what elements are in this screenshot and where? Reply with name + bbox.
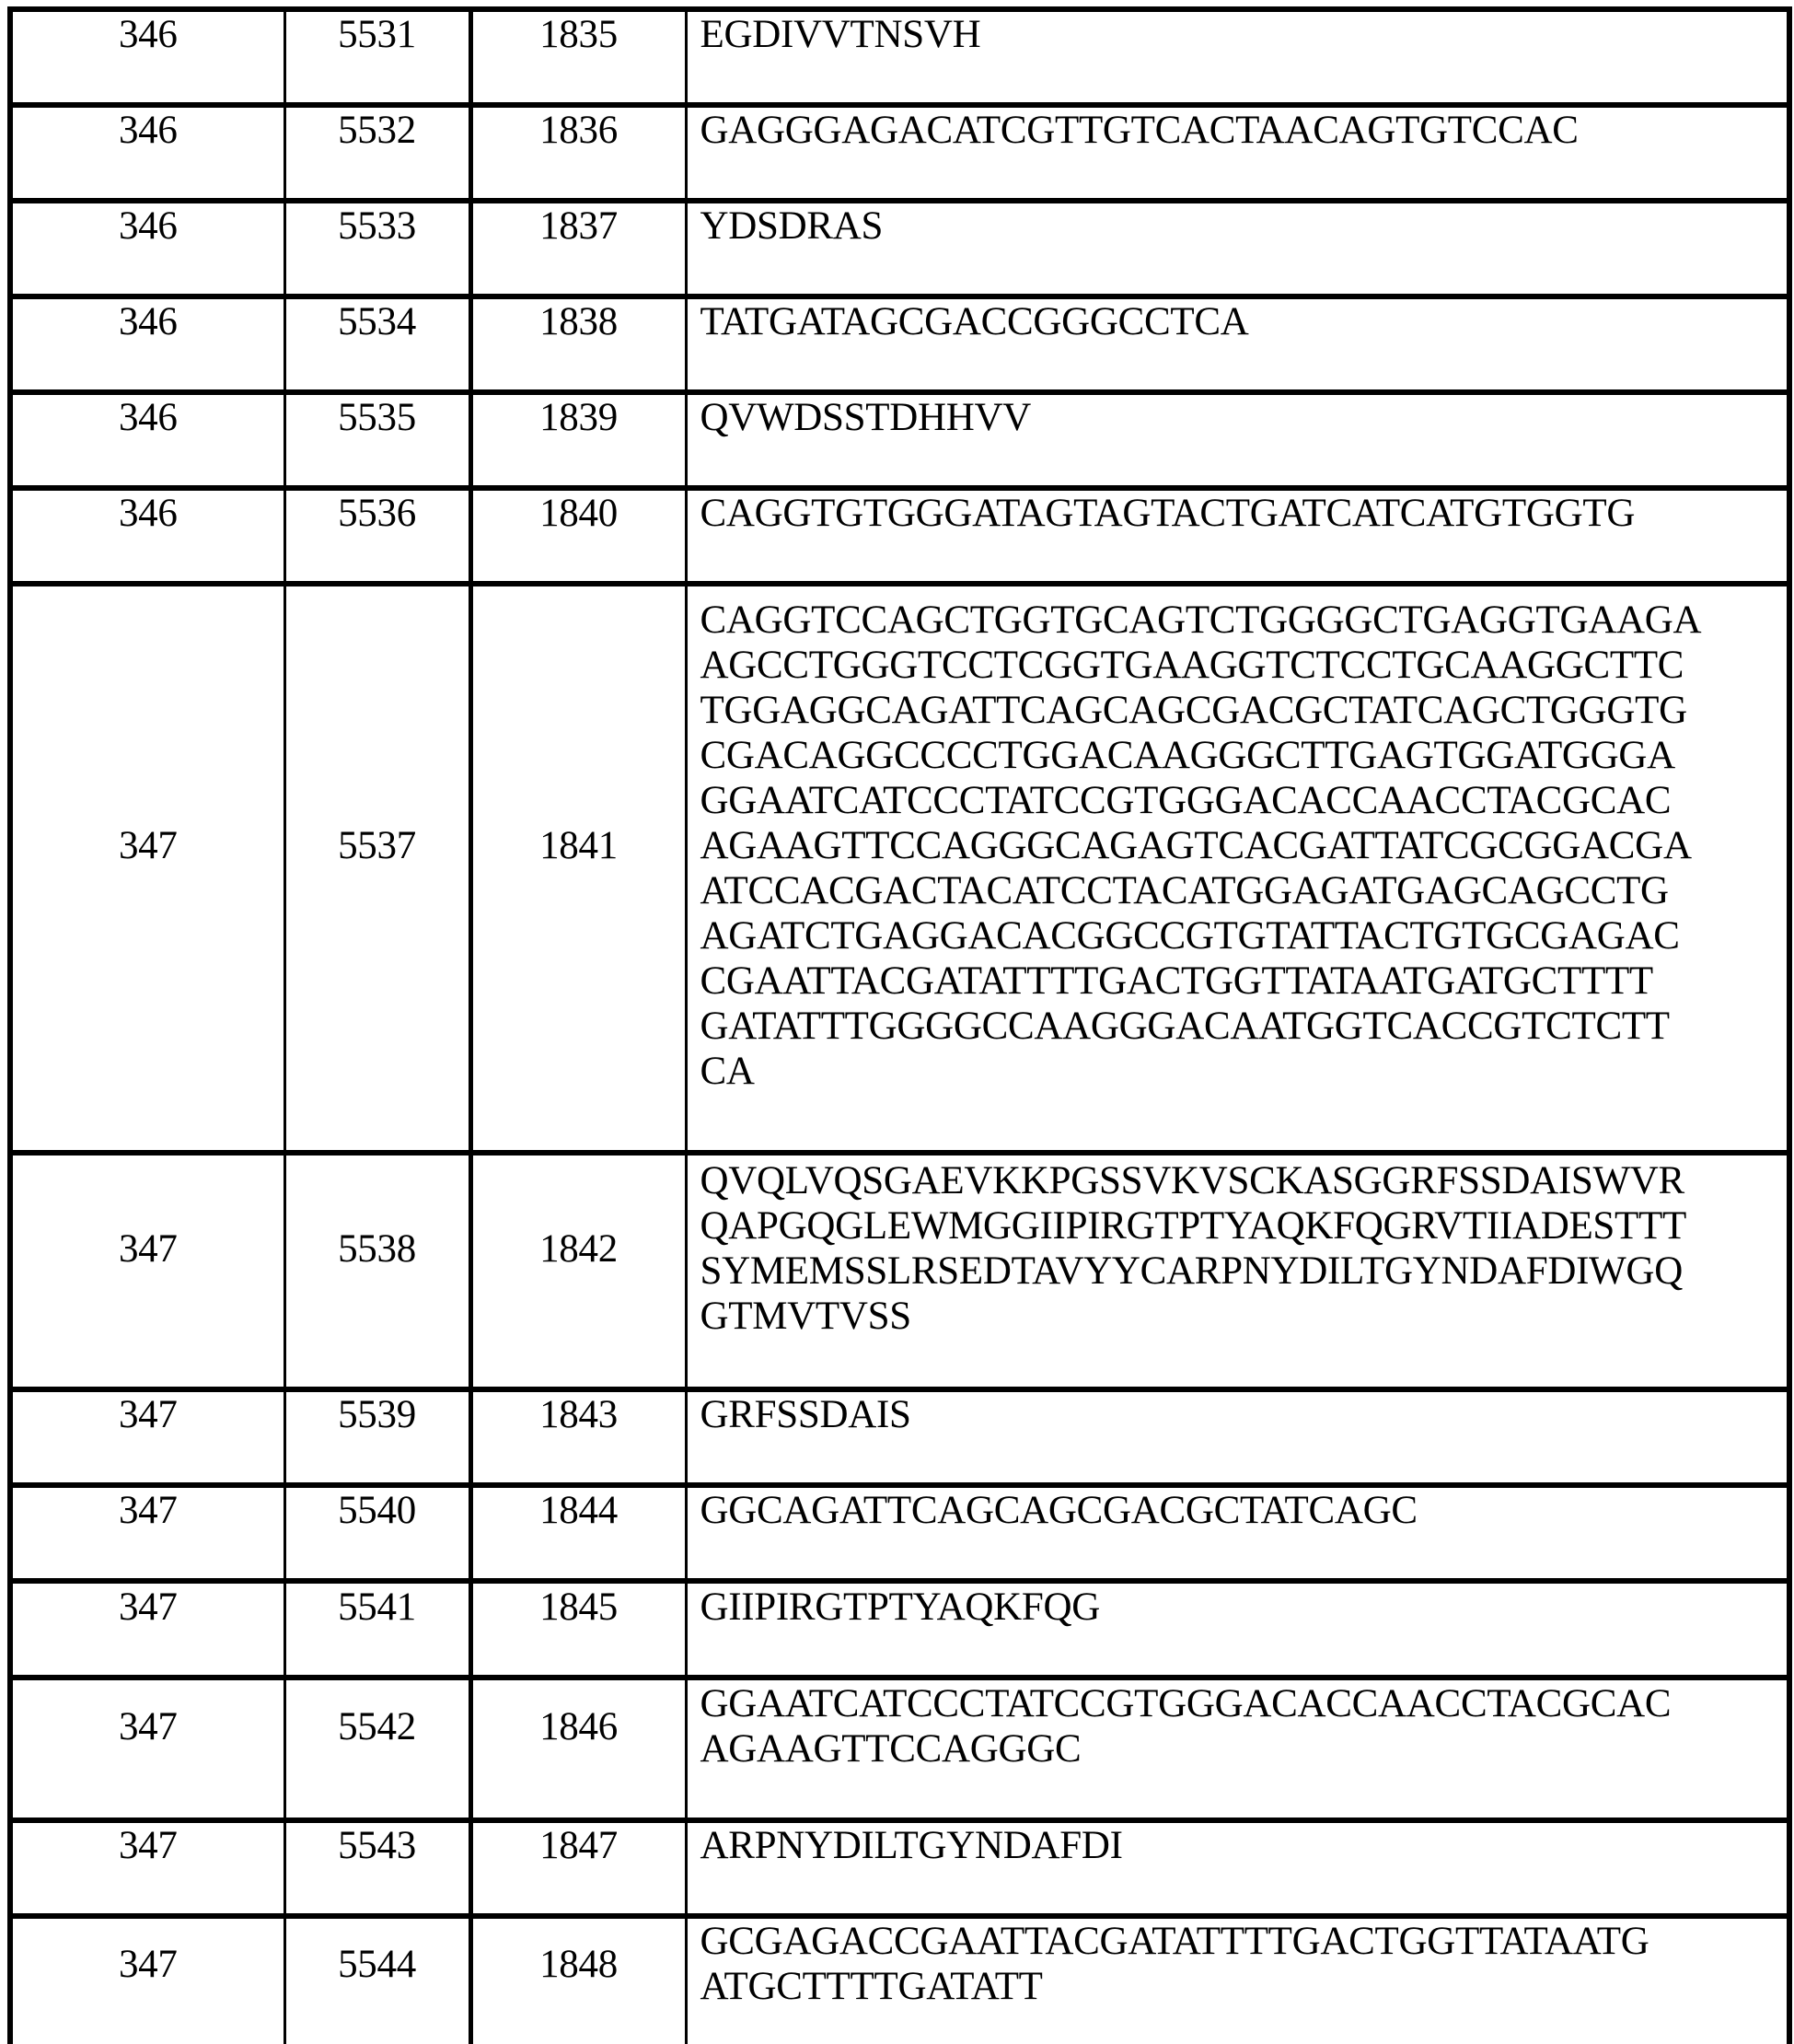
cell-index-number: 1838 [470, 296, 686, 392]
cell-group-number: 347 [10, 1581, 284, 1678]
cell-seq-id: 5537 [284, 584, 470, 1153]
cell-sequence-text: GGAATCATCCCTATCCGTGGGACACCAACCTACGCAC AGAAGTTCCAGGGC [686, 1678, 1789, 1820]
cell-index-number: 1848 [470, 1916, 686, 2044]
table-row [10, 1389, 1789, 1485]
cell-group-number: 347 [10, 1916, 284, 2044]
cell-group-number: 346 [10, 9, 284, 105]
cell-group-number: 347 [10, 1389, 284, 1485]
cell-sequence-text: QVQLVQSGAEVKKPGSSVKVSCKASGGRFSSDAISWVR QAPGQGLEWMGGIIPIRGTPTYAQKFQGRVTIIADESTTT SYMEMSSLRSEDTAVYYCARPNYDILTGYNDAFDIWGQ GTMVTVSS [686, 1153, 1789, 1389]
cell-index-number: 1839 [470, 392, 686, 488]
table-row [10, 201, 1789, 296]
cell-sequence-text: GAGGGAGACATCGTTGTCACTAACAGTGTCCAC [686, 105, 1789, 201]
cell-index-number: 1840 [470, 488, 686, 584]
cell-group-number: 346 [10, 392, 284, 488]
cell-index-number: 1835 [470, 9, 686, 105]
cell-index-number: 1844 [470, 1485, 686, 1581]
cell-sequence-text: QVWDSSTDHHVV [686, 392, 1789, 488]
cell-sequence-text: ARPNYDILTGYNDAFDI [686, 1820, 1789, 1916]
cell-sequence-text: GCGAGACCGAATTACGATATTTTGACTGGTTATAATG ATGCTTTTGATATT [686, 1916, 1789, 2044]
cell-sequence-text: EGDIVVTNSVH [686, 9, 1789, 105]
cell-index-number: 1841 [470, 584, 686, 1153]
cell-sequence-text: CAGGTCCAGCTGGTGCAGTCTGGGGCTGAGGTGAAGA AGCCTGGGTCCTCGGTGAAGGTCTCCTGCAAGGCTTC TGGAGGCAGATTCAGCAGCGACGCTATCAGCTGGGTG CGACAGGCCCCTGGACAAGGGCTTGAGTGGATGGGA GGAATCATCCCTATCCGTGGGACACCAACCTACGCAC AGAAGTTCCAGGGCAGAGTCACGATTATCGCGGACGA ATCCACGACTACATCCTACATGGAGATGAGCAGCCTG AGATCTGAGGACACGGCCGTGTATTACTGTGCGAGAC CGAATTACGATATTTTGACTGGTTATAATGATGCTTTT GATATTTGGGGCCAAGGGACAATGGTCACCGTCTCTT CA [686, 584, 1789, 1153]
cell-index-number: 1836 [470, 105, 686, 201]
table-row [10, 1678, 1789, 1820]
cell-index-number: 1842 [470, 1153, 686, 1389]
cell-seq-id: 5542 [284, 1678, 470, 1820]
sequence-listing-table [7, 6, 1792, 2044]
cell-group-number: 346 [10, 296, 284, 392]
cell-sequence-text: GGCAGATTCAGCAGCGACGCTATCAGC [686, 1485, 1789, 1581]
cell-group-number: 347 [10, 584, 284, 1153]
cell-seq-id: 5534 [284, 296, 470, 392]
cell-seq-id: 5533 [284, 201, 470, 296]
cell-seq-id: 5539 [284, 1389, 470, 1485]
cell-sequence-text: TATGATAGCGACCGGGCCTCA [686, 296, 1789, 392]
table-row [10, 584, 1789, 1153]
cell-seq-id: 5536 [284, 488, 470, 584]
table-row [10, 105, 1789, 201]
cell-index-number: 1845 [470, 1581, 686, 1678]
cell-group-number: 347 [10, 1820, 284, 1916]
cell-sequence-text: GRFSSDAIS [686, 1389, 1789, 1485]
cell-seq-id: 5538 [284, 1153, 470, 1389]
cell-sequence-text: CAGGTGTGGGATAGTAGTACTGATCATCATGTGGTG [686, 488, 1789, 584]
cell-index-number: 1837 [470, 201, 686, 296]
cell-index-number: 1847 [470, 1820, 686, 1916]
cell-index-number: 1846 [470, 1678, 686, 1820]
cell-seq-id: 5531 [284, 9, 470, 105]
table-row [10, 1485, 1789, 1581]
cell-sequence-text: YDSDRAS [686, 201, 1789, 296]
cell-seq-id: 5541 [284, 1581, 470, 1678]
sequence-table-body [10, 9, 1789, 2044]
table-row [10, 1581, 1789, 1678]
table-row [10, 392, 1789, 488]
table-row [10, 9, 1789, 105]
cell-group-number: 346 [10, 488, 284, 584]
table-row [10, 488, 1789, 584]
table-row [10, 296, 1789, 392]
cell-seq-id: 5543 [284, 1820, 470, 1916]
cell-group-number: 346 [10, 105, 284, 201]
cell-seq-id: 5532 [284, 105, 470, 201]
cell-group-number: 347 [10, 1485, 284, 1581]
cell-group-number: 347 [10, 1678, 284, 1820]
table-row [10, 1916, 1789, 2044]
cell-seq-id: 5535 [284, 392, 470, 488]
table-row [10, 1820, 1789, 1916]
cell-group-number: 346 [10, 201, 284, 296]
cell-group-number: 347 [10, 1153, 284, 1389]
cell-sequence-text: GIIPIRGTPTYAQKFQG [686, 1581, 1789, 1678]
cell-index-number: 1843 [470, 1389, 686, 1485]
table-row [10, 1153, 1789, 1389]
cell-seq-id: 5544 [284, 1916, 470, 2044]
cell-seq-id: 5540 [284, 1485, 470, 1581]
